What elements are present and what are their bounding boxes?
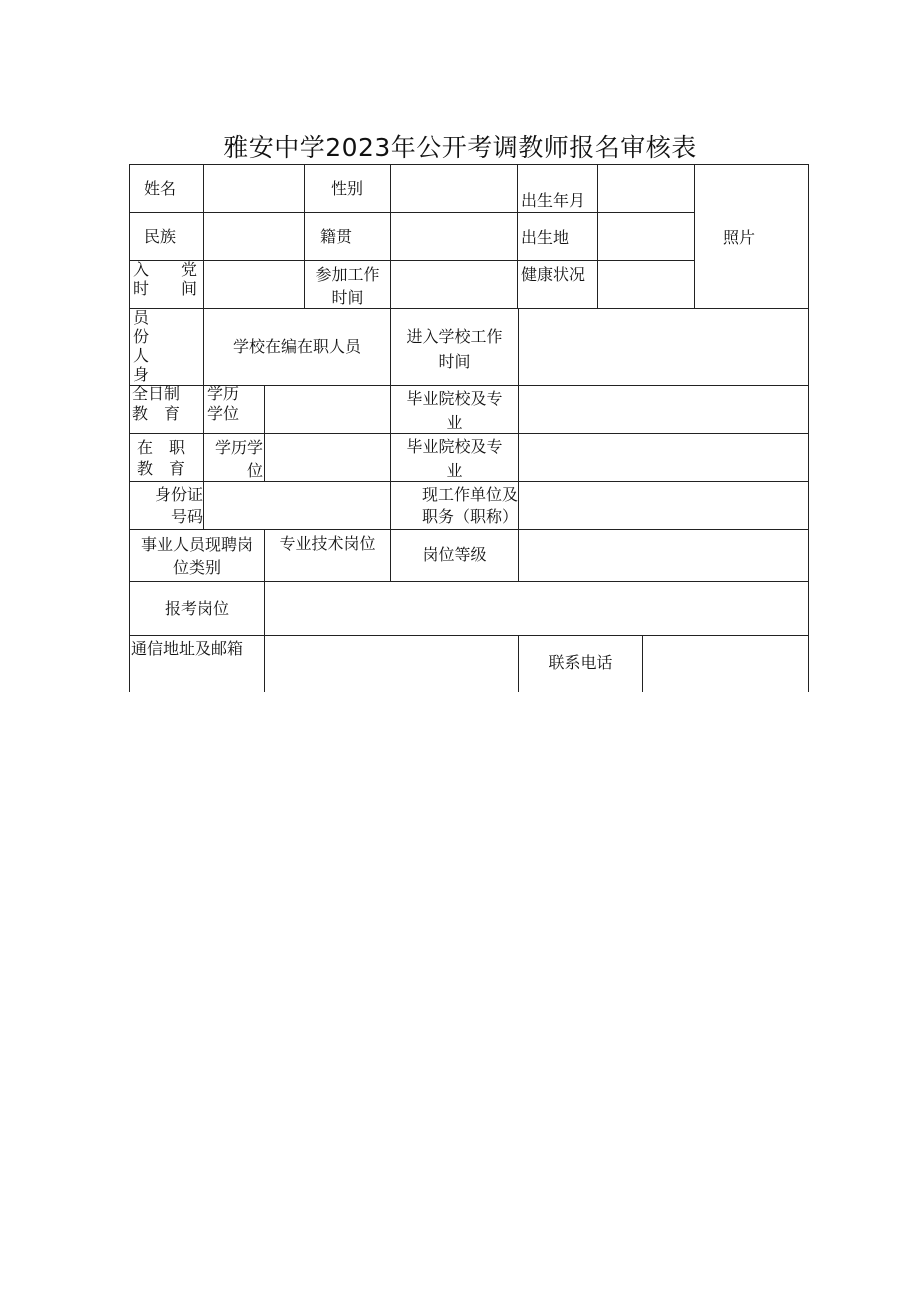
label-phone: 联系电话 [548,653,613,672]
label-photo: 照片 [723,228,756,247]
col-divider [517,164,518,308]
fulltime-school-field[interactable] [519,386,808,433]
label-degree-fulltime-line2: 学位 [207,404,240,423]
current-unit-field[interactable] [519,482,808,529]
id-number-field[interactable] [204,482,390,529]
label-health: 健康状况 [521,265,586,284]
work-start-date-field[interactable] [391,261,517,308]
label-applied-post: 报考岗位 [164,599,229,618]
page-title: 雅安中学2023年公开考调教师报名审核表 [223,133,697,162]
label-id-number-line1: 身份证 [154,485,203,504]
party-join-date-field[interactable] [204,261,304,308]
col-divider [203,385,204,481]
label-position-type [130,533,264,579]
label-id-number [148,484,203,528]
label-party-line2: 时 间 [133,279,198,298]
label-id-number-line2: 号码 [170,507,203,526]
native-place-field[interactable] [391,213,517,260]
health-field[interactable] [598,261,694,308]
fulltime-degree-field[interactable] [265,386,390,433]
label-identity-char2: 份 [133,327,150,346]
label-party-join [133,260,197,298]
gender-field[interactable] [391,165,517,212]
label-identity-char1: 员 [133,308,150,327]
birth-date-field[interactable] [598,165,694,212]
label-degree-inservice-line1: 学历学 [214,438,263,457]
school-entry-date-field[interactable] [519,309,808,385]
label-grad-inservice-line2: 业 [446,461,463,480]
label-inservice-line2: 教 育 [137,459,186,478]
label-birth-date: 出生年月 [521,191,586,210]
label-grad-inservice-line1: 毕业院校及专 [406,437,503,456]
label-grad-fulltime-line2: 业 [446,413,463,432]
inservice-degree-field[interactable] [265,434,390,481]
table-border-right [808,164,809,692]
label-fulltime-line1: 全日制 [132,384,181,403]
label-party-line1: 入 党 [133,260,198,279]
label-fulltime [132,384,180,424]
label-grad-fulltime [391,387,518,435]
label-name: 姓名 [144,179,177,198]
label-identity [133,308,149,384]
ethnicity-field[interactable] [204,213,304,260]
label-birthplace: 出生地 [521,228,570,247]
label-current-unit [391,484,518,528]
label-address: 通信地址及邮箱 [131,639,244,658]
label-ethnicity: 民族 [144,227,177,246]
label-position-type-line2: 位类别 [172,558,221,577]
phone-field[interactable] [643,636,808,692]
label-grad-inservice [391,435,518,483]
label-school-entry-line1: 进入学校工作 [406,327,503,346]
applied-post-field[interactable] [265,582,808,635]
label-current-unit-line2: 职务（职称） [421,507,518,526]
identity-value: 学校在编在职人员 [232,337,361,356]
label-degree-fulltime [207,384,239,424]
post-level-field[interactable] [519,530,808,581]
label-school-entry-line2: 时间 [438,352,471,371]
label-work-start-line2: 时间 [331,288,364,307]
label-native-place: 籍贯 [320,227,353,246]
label-school-entry [391,324,518,374]
label-post-level: 岗位等级 [422,545,487,564]
label-degree-inservice-line2: 位 [246,461,263,480]
label-work-start [305,263,390,309]
name-field[interactable] [204,165,304,212]
label-degree-inservice [207,436,263,482]
label-identity-char3: 人 [133,346,150,365]
label-work-start-line1: 参加工作 [315,265,380,284]
label-current-unit-line1: 现工作单位及 [421,485,518,504]
tech-post-value: 专业技术岗位 [279,534,376,553]
address-field[interactable] [265,636,518,692]
label-grad-fulltime-line1: 毕业院校及专 [406,389,503,408]
label-identity-char4: 身 [133,365,150,384]
inservice-school-field[interactable] [519,434,808,481]
label-fulltime-line2: 教 育 [132,404,181,423]
label-gender: 性别 [331,179,364,198]
label-inservice-line1: 在 职 [137,438,186,457]
label-inservice [137,437,185,479]
label-position-type-line1: 事业人员现聘岗 [140,535,253,554]
birthplace-field[interactable] [598,213,694,260]
label-degree-fulltime-line1: 学历 [207,384,240,403]
